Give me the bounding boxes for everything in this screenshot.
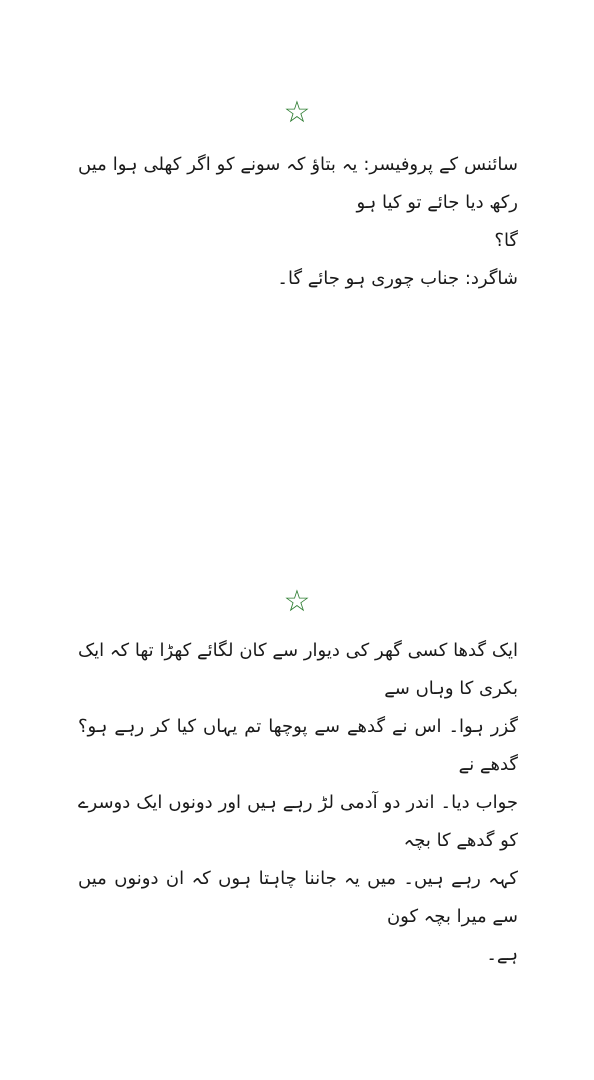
joke-2-line-1: ایک گدھا کسی گھر کی دیوار سے کان لگائے کھڑا تھا کہ ایک بکری کا وہاں سے (78, 640, 518, 699)
joke-2-line-2: گزر ہوا۔ اس نے گدھے سے پوچھا تم یہاں کیا کر رہے ہو؟ گدھے نے (78, 716, 518, 775)
joke-2-line-4: کہہ رہے ہیں۔ میں یہ جاننا چاہتا ہوں کہ ان دونوں میں سے میرا بچہ کون (78, 868, 518, 927)
star-icon-1: ☆ (283, 95, 311, 130)
joke-1-line-2: گا؟ (494, 230, 518, 251)
joke-2-line-5: ہے۔ (486, 944, 518, 965)
joke-2 (78, 632, 518, 974)
joke-1-line-1: سائنس کے پروفیسر: یہ بتاؤ کہ سونے کو اگر کھلی ہوا میں رکھ دیا جائے تو کیا ہو (78, 154, 518, 213)
joke-1 (78, 146, 518, 298)
joke-1-line-3: شاگرد: جناب چوری ہو جائے گا۔ (277, 268, 518, 289)
star-icon-2: ☆ (283, 584, 311, 619)
joke-2-line-3: جواب دیا۔ اندر دو آدمی لڑ رہے ہیں اور دونوں ایک دوسرے کو گدھے کا بچہ (78, 792, 518, 851)
